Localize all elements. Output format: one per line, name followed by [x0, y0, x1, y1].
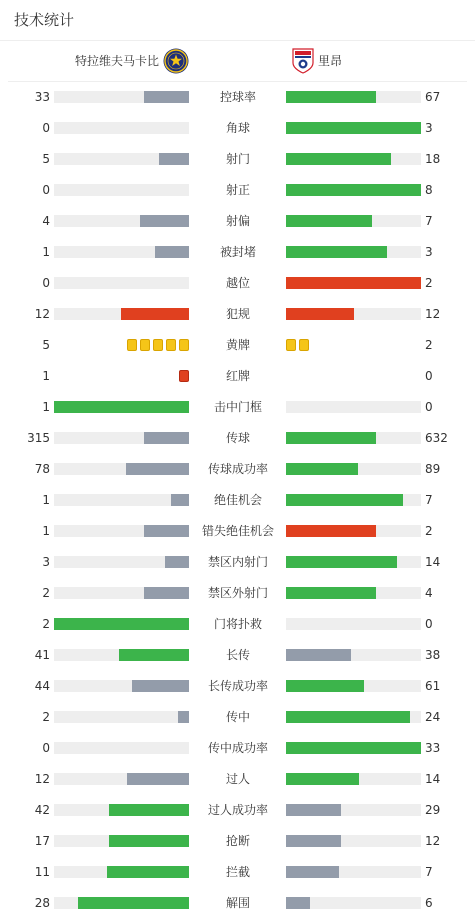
- home-team-name: 特拉维夫马卡比: [74, 54, 159, 68]
- away-bar-fill: [286, 122, 421, 134]
- stat-row: [0, 144, 475, 175]
- home-value: 2: [42, 710, 50, 724]
- away-value: 7: [425, 865, 433, 879]
- home-bar-fill: [144, 432, 189, 444]
- home-bar: [54, 153, 189, 165]
- stat-label: 传球: [225, 431, 250, 445]
- home-value: 4: [42, 214, 50, 228]
- away-value: 632: [425, 431, 448, 445]
- away-value: 12: [425, 834, 441, 848]
- away-bar: [286, 804, 421, 816]
- stat-label: 越位: [225, 276, 250, 290]
- away-bar: [286, 587, 421, 599]
- away-bar: [286, 308, 421, 320]
- home-bar: [54, 556, 189, 568]
- home-value: 17: [34, 834, 50, 848]
- away-bar-fill: [286, 153, 391, 165]
- away-bar: [286, 711, 421, 723]
- away-bar-fill: [286, 680, 364, 692]
- away-value: 2: [425, 338, 433, 352]
- home-bar-fill: [78, 897, 189, 909]
- home-bar: [54, 866, 189, 878]
- away-bar-fill: [286, 711, 410, 723]
- home-bar-fill: [165, 556, 189, 568]
- away-bar: [286, 618, 421, 630]
- away-bar-fill: [286, 525, 376, 537]
- home-value: 5: [42, 152, 50, 166]
- home-bar-fill: [155, 246, 189, 258]
- away-bar-fill: [286, 649, 351, 661]
- away-bar: [286, 649, 421, 661]
- stat-row: [0, 113, 475, 144]
- away-bar-fill: [286, 587, 376, 599]
- home-bar-fill: [126, 463, 189, 475]
- stat-label: 长传成功率: [207, 679, 268, 693]
- away-bar-fill: [286, 866, 339, 878]
- home-bar-fill: [54, 618, 189, 630]
- away-bar: [286, 153, 421, 165]
- home-bar: [54, 463, 189, 475]
- away-team[interactable]: [292, 41, 342, 81]
- home-bar: [54, 618, 189, 630]
- stat-label: 射门: [225, 152, 250, 166]
- stat-label: 过人成功率: [207, 803, 268, 817]
- olympique-lyonnais-logo-icon: [292, 48, 314, 74]
- home-value: 78: [34, 462, 50, 476]
- home-value: 2: [42, 617, 50, 631]
- stat-row: [0, 609, 475, 640]
- away-value: 2: [425, 276, 433, 290]
- home-bar: [54, 587, 189, 599]
- away-bar: [286, 866, 421, 878]
- home-bar-fill: [159, 153, 189, 165]
- stats-list: [0, 82, 475, 919]
- yellow-card-icon: [286, 339, 296, 351]
- away-bar: [286, 494, 421, 506]
- stat-row: [0, 795, 475, 826]
- away-bar-fill: [286, 432, 376, 444]
- home-value: 12: [34, 772, 50, 786]
- away-bar: [286, 680, 421, 692]
- yellow-card-icon: [166, 339, 176, 351]
- stat-label: 禁区外射门: [207, 586, 268, 600]
- home-value: 1: [42, 369, 50, 383]
- home-bar: [54, 401, 189, 413]
- home-bar-fill: [121, 308, 189, 320]
- home-bar: [54, 308, 189, 320]
- away-bar: [286, 742, 421, 754]
- home-value: 0: [42, 276, 50, 290]
- stat-row: [0, 82, 475, 113]
- away-bar-fill: [286, 494, 403, 506]
- stat-row: [0, 392, 475, 423]
- away-bar: [286, 91, 421, 103]
- stat-label: 长传: [225, 648, 250, 662]
- home-value: 11: [34, 865, 50, 879]
- stat-row: [0, 206, 475, 237]
- page-title: 技术统计: [14, 11, 75, 29]
- stat-row: [0, 175, 475, 206]
- stat-label: 传中成功率: [207, 741, 268, 755]
- home-bar-fill: [144, 91, 189, 103]
- home-value: 0: [42, 121, 50, 135]
- away-team-name: 里昂: [318, 54, 343, 68]
- home-bar-fill: [119, 649, 189, 661]
- away-yellow-cards: [286, 339, 309, 351]
- away-bar-fill: [286, 215, 372, 227]
- home-bar: [54, 711, 189, 723]
- stat-row: [0, 733, 475, 764]
- home-value: 0: [42, 183, 50, 197]
- away-value: 24: [425, 710, 441, 724]
- away-value: 2: [425, 524, 433, 538]
- home-bar: [54, 432, 189, 444]
- home-value: 1: [42, 524, 50, 538]
- away-value: 18: [425, 152, 441, 166]
- stat-row: [0, 857, 475, 888]
- yellow-card-icon: [140, 339, 150, 351]
- away-bar: [286, 122, 421, 134]
- home-bar: [54, 215, 189, 227]
- stat-row: [0, 826, 475, 857]
- away-value: 0: [425, 369, 433, 383]
- home-value: 42: [34, 803, 50, 817]
- away-value: 61: [425, 679, 441, 693]
- stat-row: [0, 361, 475, 392]
- stat-label: 黄牌: [225, 338, 250, 352]
- home-bar: [54, 494, 189, 506]
- stat-label: 犯规: [225, 307, 250, 321]
- home-value: 1: [42, 493, 50, 507]
- stat-label: 拦截: [225, 865, 250, 879]
- home-team[interactable]: [75, 41, 189, 81]
- stat-label: 门将扑救: [213, 617, 262, 631]
- home-value: 1: [42, 400, 50, 414]
- stat-row: [0, 888, 475, 919]
- away-value: 3: [425, 245, 433, 259]
- stat-label: 过人: [225, 772, 250, 786]
- yellow-card-icon: [179, 339, 189, 351]
- home-bar: [54, 91, 189, 103]
- away-bar-fill: [286, 804, 341, 816]
- home-value: 44: [34, 679, 50, 693]
- home-bar-fill: [54, 401, 189, 413]
- home-bar: [54, 246, 189, 258]
- away-value: 3: [425, 121, 433, 135]
- home-bar-fill: [107, 866, 189, 878]
- home-bar-fill: [140, 215, 189, 227]
- stat-row: [0, 516, 475, 547]
- stat-label: 击中门框: [213, 400, 262, 414]
- team-header: [0, 41, 475, 81]
- home-bar-fill: [144, 525, 189, 537]
- away-value: 6: [425, 896, 433, 910]
- away-bar-fill: [286, 184, 421, 196]
- yellow-card-icon: [153, 339, 163, 351]
- away-bar-fill: [286, 897, 310, 909]
- away-bar-fill: [286, 742, 421, 754]
- home-bar: [54, 742, 189, 754]
- away-bar: [286, 246, 421, 258]
- away-bar-fill: [286, 835, 341, 847]
- away-bar: [286, 835, 421, 847]
- away-bar: [286, 556, 421, 568]
- away-value: 29: [425, 803, 441, 817]
- stat-label: 禁区内射门: [207, 555, 268, 569]
- home-value: 33: [34, 90, 50, 104]
- away-bar-fill: [286, 556, 397, 568]
- stat-row: [0, 268, 475, 299]
- home-bar-fill: [132, 680, 189, 692]
- stat-row: [0, 702, 475, 733]
- away-value: 7: [425, 214, 433, 228]
- home-value: 5: [42, 338, 50, 352]
- home-value: 1: [42, 245, 50, 259]
- stat-row: [0, 764, 475, 795]
- home-bar-fill: [144, 587, 189, 599]
- stat-row: [0, 547, 475, 578]
- away-value: 67: [425, 90, 441, 104]
- home-value: 0: [42, 741, 50, 755]
- home-yellow-cards: [127, 339, 189, 351]
- away-bar: [286, 773, 421, 785]
- stat-row: [0, 578, 475, 609]
- stat-label: 控球率: [219, 90, 256, 104]
- away-bar-fill: [286, 463, 358, 475]
- away-bar: [286, 215, 421, 227]
- away-bar: [286, 525, 421, 537]
- home-value: 3: [42, 555, 50, 569]
- stat-row: [0, 454, 475, 485]
- away-value: 4: [425, 586, 433, 600]
- away-value: 0: [425, 400, 433, 414]
- home-bar: [54, 277, 189, 289]
- home-bar: [54, 773, 189, 785]
- maccabi-tel-aviv-logo-icon: [163, 48, 189, 74]
- stat-row: [0, 640, 475, 671]
- home-value: 41: [34, 648, 50, 662]
- home-value: 2: [42, 586, 50, 600]
- away-bar-fill: [286, 277, 421, 289]
- home-bar-fill: [109, 804, 189, 816]
- stat-label: 角球: [225, 121, 250, 135]
- stat-label: 被封堵: [219, 245, 256, 259]
- stat-label: 抢断: [225, 834, 250, 848]
- away-bar: [286, 184, 421, 196]
- home-bar: [54, 525, 189, 537]
- home-bar: [54, 897, 189, 909]
- away-value: 7: [425, 493, 433, 507]
- home-bar: [54, 835, 189, 847]
- away-value: 89: [425, 462, 441, 476]
- home-bar-fill: [178, 711, 189, 723]
- away-bar-fill: [286, 91, 376, 103]
- away-bar: [286, 401, 421, 413]
- home-bar: [54, 804, 189, 816]
- yellow-card-icon: [127, 339, 137, 351]
- stat-label: 错失绝佳机会: [201, 524, 274, 538]
- stat-row: [0, 299, 475, 330]
- home-bar: [54, 122, 189, 134]
- stat-label: 射偏: [225, 214, 250, 228]
- stat-label: 红牌: [225, 369, 250, 383]
- away-value: 14: [425, 555, 441, 569]
- home-value: 28: [34, 896, 50, 910]
- away-bar: [286, 277, 421, 289]
- yellow-card-icon: [299, 339, 309, 351]
- away-bar-fill: [286, 246, 387, 258]
- red-card-icon: [179, 370, 189, 382]
- home-red-cards: [179, 370, 189, 382]
- home-bar-fill: [171, 494, 189, 506]
- away-value: 33: [425, 741, 441, 755]
- home-bar: [54, 680, 189, 692]
- home-bar-fill: [127, 773, 189, 785]
- home-bar-fill: [109, 835, 189, 847]
- stat-row: [0, 237, 475, 268]
- home-value: 315: [27, 431, 50, 445]
- away-value: 12: [425, 307, 441, 321]
- stat-row: [0, 485, 475, 516]
- home-bar: [54, 184, 189, 196]
- stat-label: 解围: [225, 896, 250, 910]
- away-bar: [286, 432, 421, 444]
- stat-label: 射正: [225, 183, 250, 197]
- away-bar: [286, 897, 421, 909]
- away-value: 0: [425, 617, 433, 631]
- away-bar-fill: [286, 773, 359, 785]
- home-value: 12: [34, 307, 50, 321]
- stat-label: 传中: [225, 710, 250, 724]
- away-value: 8: [425, 183, 433, 197]
- stat-row: [0, 330, 475, 361]
- away-bar: [286, 463, 421, 475]
- home-bar: [54, 649, 189, 661]
- stat-label: 绝佳机会: [213, 493, 262, 507]
- stat-label: 传球成功率: [207, 462, 268, 476]
- stat-row: [0, 671, 475, 702]
- away-bar-fill: [286, 308, 354, 320]
- away-value: 14: [425, 772, 441, 786]
- stat-row: [0, 423, 475, 454]
- away-value: 38: [425, 648, 441, 662]
